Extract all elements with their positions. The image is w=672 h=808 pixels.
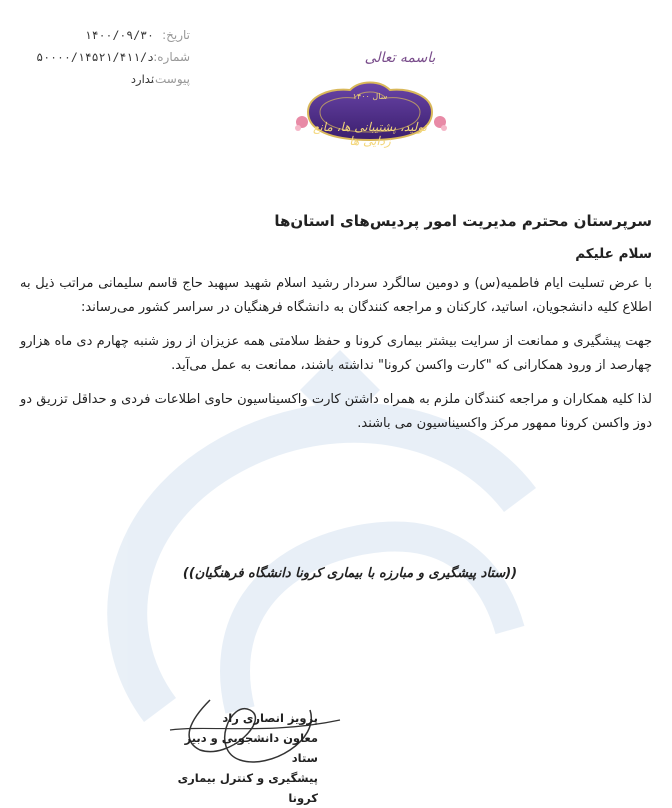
attachment-label: پیوست: bbox=[150, 72, 190, 86]
letter-body bbox=[20, 212, 652, 446]
paragraph-1: با عرض تسلیت ایام فاطمیه(س) و دومین سالگرد سردار رشید اسلام شهید سپهبد حاج قاسم سلیمانی مراتب ذیل به اطلاع کلیه دانشجویان، اساتید، کارکنان و مراجعه کنندگان به دانشگاه فرهنگیان در سراسر کشور می‌رساند: bbox=[20, 276, 652, 315]
recipient-line: سرپرستان محترم مدیریت امور پردیس‌های استان‌ها bbox=[274, 212, 652, 230]
paragraph-3: لذا کلیه همکاران و مراجعه کنندگان ملزم به همراه داشتن کارت واکسیناسیون حاوی اطلاعات فردی و حداقل تزریق دو دوز واکسن کرونا ممهور مرکز واکسیناسیون می باشند. bbox=[20, 392, 652, 431]
attachment-row bbox=[20, 72, 190, 94]
number-label: شماره: bbox=[153, 50, 190, 64]
date-row bbox=[20, 28, 190, 50]
signer-title-2: پیشگیری و کنترل بیماری کرونا bbox=[177, 771, 318, 805]
number-value: ۵۰۰۰۰/۱۴۵۲۱/۴۱۱/د bbox=[36, 50, 154, 64]
banner-year: سال ۱۴۰۰ bbox=[352, 92, 388, 101]
date-value: ۱۴۰۰/۰۹/۳۰ bbox=[84, 28, 154, 42]
date-label: تاریخ: bbox=[162, 28, 190, 42]
signer-name: پرویز انصاری راد bbox=[222, 711, 318, 725]
paragraph-2: جهت پیشگیری و ممانعت از سرایت بیشتر بیماری کرونا و حفظ سلامتی همه عزیزان از روز شنبه چهارم دی ماه هزارو چهارصد از ورود همکارانی که "کارت واکسن کرونا" نداشته باشند، ممانعت به عمل می‌آید. bbox=[20, 334, 652, 373]
basmala-heading: باسمه تعالی bbox=[364, 50, 436, 66]
attachment-value: ندارد bbox=[130, 72, 154, 86]
letter-meta bbox=[20, 28, 190, 94]
banner-slogan: تولید، پشتیبانی ها، مانع زدایی ها bbox=[312, 120, 427, 148]
signer-title-1: معاون دانشجویی و دبیر ستاد bbox=[184, 731, 318, 765]
year-slogan-banner bbox=[290, 78, 450, 146]
greeting-line: سلام علیکم bbox=[575, 246, 652, 262]
number-row bbox=[20, 50, 190, 72]
signer-block bbox=[168, 708, 318, 808]
closing-line: ((ستاد پیشگیری و مبارزه با بیماری کرونا دانشگاه فرهنگیان)) bbox=[182, 566, 518, 581]
